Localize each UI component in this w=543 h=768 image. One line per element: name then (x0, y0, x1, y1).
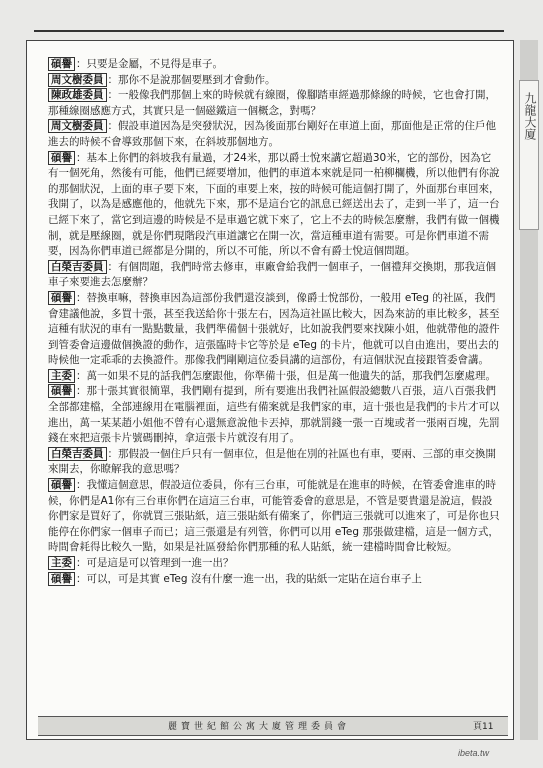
dialogue-entry: 陳政雄委員 ：一般像我們那個上來的時候就有線圈，像腳踏車經過那條線的時候，它也會打開，那種線圈感應方式，其實只是一個磁鐵這一個概念，對嗎？ (48, 89, 496, 117)
dialogue-entry: 白榮吉委員 ：有個問題，我們時常去修車，車廠會給我們一個車子，一個禮拜交換期，那我這個車子來要進去怎麼辦？ (48, 260, 496, 289)
speaker-label: 白榮吉委員 (48, 260, 107, 274)
entry-text: 那假設一個住戶只有一個車位，但是他在別的社區也有車，要兩、三部的車交換開來開去，你瞭解我的意思嗎？ (48, 447, 496, 476)
entry-text: 有個問題，我們時常去修車，車廠會給我們一個車子，一個禮拜交換期，那我這個車子來要進去怎麼辦？ (48, 260, 496, 289)
header-rule (34, 30, 504, 32)
speaker-label: 白榮吉委員 (48, 447, 107, 461)
entry-text: 基本上你們的斜坡我有量過，才24米，那以爵士悅來講它超過30米，它的部份，因為它有一個死角，然後有可能，他們已經要增加，他們的車道本來就是同一柏柳欄機，所以他們有你說的那個狀況，上面的車子要下來，下面的車要上來，按的時候可能這個打開了，外面那台車回來，我開了，以為是感應他的，他就先下來，那不是這台它的訊息已經送出去了，走到一半了，這一台已經下來了，當它到這邊的時候是不是車過它就下來了，它上不去的時候怎麼辦，我們有做一個機制，就是壓線圈，就是你們現階段汽車道讓它在開一次，當這種車道有需要。可是你們車道不需要，因為你們車道已經都是分開的，所以不可能，所以不會有爵士悅這個問題。 (48, 151, 500, 258)
footer-title: 麗寶世紀館公寓大廈管理委員會 (168, 722, 351, 732)
entry-text: 替換車嘛，替換車因為這部份我們還沒談到，像爵士悅部份，一般用 eTeg 的社區，我們會建議他說，多買十張，甚至我送給你十張左右，因為這社區比較大，因為來訪的車比較多，甚至這種有狀況的車有一點點數量，我們準備個十張就好，比如說我們要來找陳小姐，他就帶他的證件到管委會這邊做個換證的動作，這張臨時卡它等於是 eTeg 的卡片，他就可以自由進出，要出去的時候他一定乖乖的去換證件。那像我們剛剛這位委員講的這部份，有這個狀況直接跟管委會講。 (48, 291, 500, 367)
speaker-label: 碩譽 (48, 151, 75, 165)
speaker-label: 碩譽 (48, 572, 75, 586)
entry-text: 可是這是可以管理到一進一出？ (86, 557, 234, 569)
page-footer (38, 716, 508, 736)
dialogue-entry: 白榮吉委員 ：那假設一個住戶只有一個車位，但是他在別的社區也有車，要兩、三部的車交換開來開去，你瞭解我的意思嗎？ (48, 447, 496, 476)
speaker-label: 碩譽 (48, 478, 75, 492)
dialogue-entry: 周文樹委員 ：假設車道因為是突發狀況，因為後面那台剛好在車道上面，那面他是正常的住戶他進去的時候不會導致那個下來，在斜坡那個地方。 (48, 120, 496, 148)
speaker-label: 碩譽 (48, 384, 75, 398)
dialogue-entry: 主委 ：萬一如果不見的話我們怎麼跟他，你準備十張，但是萬一他遺失的話，那我們怎麼處理。 (48, 369, 500, 385)
dialogue-entry: 碩譽 ：只要是金屬，不見得是車子。 (48, 57, 500, 73)
entry-text: 假設車道因為是突發狀況，因為後面那台剛好在車道上面，那面他是正常的住戶他進去的時候不會導致那個下來，在斜坡那個地方。 (48, 120, 496, 148)
dialogue-entry: 碩譽 ：我懂這個意思，假設這位委員，你有三台車，可能就是在進車的時候，在管委會進車的時候，你們是A1你有三台車你們在這這三台車，可能管委會的意思是，不管是要貴還是說這，假設你們家是買好了，你就買三張貼紙，這三張貼紙有備案了，你們這三張就可以進來了，可是你也只能停在你們家一個車子而已；這三張還是有列管，你們可以用 eTeg 那張做建檔，這是一個方式，時間會耗得比較久一點，如果是社區發給你們那種的私人貼紙，統一建檔時間會比較短。 (48, 479, 500, 554)
dialogue-entry: 碩譽 ：可以，可是其實 eTeg 沒有什麼一進一出，我的貼紙一定貼在這台車子上 (48, 572, 500, 588)
speaker-label: 碩譽 (48, 57, 75, 71)
minutes-body (48, 57, 500, 587)
dialogue-entry: 主委 ：可是這是可以管理到一進一出？ (48, 556, 500, 572)
speaker-label: 周文樹委員 (48, 119, 107, 133)
dialogue-entry: 碩譽 ：基本上你們的斜坡我有量過，才24米，那以爵士悅來講它超過30米，它的部份，因為它有一個死角，然後有可能，他們已經要增加，他們的車道本來就是同一柏柳欄機，所以他們有你說的那個狀況，上面的車子要下來，下面的車要上來，按的時候可能這個打開了，外面那台車回來，我開了，以為是感應他的，他就先下來，那不是這台它的訊息已經送出去了，走到一半了，這一台已經下來了，當它到這邊的時候是不是車過它就下來了，它上不去的時候怎麼辦，我們有做一個機制，就是壓線圈，就是你們現階段汽車道讓它在開一次，當這種車道有需要。可是你們車道不需要，因為你們車道已經都是分開的，所以不可能，所以不會有爵士悅這個問題。 (48, 151, 500, 258)
entry-text: 那十張其實很簡單，我們剛有提到，所有要進出我們社區假設總數八百張，這八百張我們全部都建檔，全部連線用在電腦裡面，這些有備案就是我們家的車，這十張也是我們的卡片才可以進出，萬一某某趙小姐他不曾有心還無意說他卡丟掉，那就罰錢一張一百塊或者一張兩百塊，先罰錢在來把這張卡片號碼刪掉，拿這張卡片就沒有用了。 (48, 385, 500, 445)
speaker-label: 碩譽 (48, 291, 75, 305)
entry-text: 一般像我們那個上來的時候就有線圈，像腳踏車經過那條線的時候，它也會打開，那種線圈感應方式，其實只是一個磁鐵這一個概念，對嗎？ (48, 89, 496, 117)
page-number: 頁11 (473, 722, 494, 732)
entry-text: 只要是金屬，不見得是車子。 (86, 58, 223, 70)
dialogue-entry: 碩譽 ：那十張其實很簡單，我們剛有提到，所有要進出我們社區假設總數八百張，這八百張我們全部都建檔，全部連線用在電腦裡面，這些有備案就是我們家的車，這十張也是我們的卡片才可以進出，萬一某某趙小姐他不曾有心還無意說他卡丟掉，那就罰錢一張一百塊或者一張兩百塊，先罰錢在來把這張卡片號碼刪掉，拿這張卡片就沒有用了。 (48, 385, 500, 445)
entry-text: 我懂這個意思，假設這位委員，你有三台車，可能就是在進車的時候，在管委會進車的時候，你們是A1你有三台車你們在這這三台車，可能管委會的意思是，不管是要貴還是說這，假設你們家是買好了，你就買三張貼紙，這三張貼紙有備案了，你們這三張就可以進來了，可是你也只能停在你們家一個車子而已；這三張還是有列管，你們可以用 eTeg 那張做建檔，這是一個方式，時間會耗得比較久一點，如果是社區發給你們那種的私人貼紙，統一建檔時間會比較短。 (48, 479, 500, 554)
speaker-label: 周文樹委員 (48, 73, 107, 87)
entry-text: 可以，可是其實 eTeg 沒有什麼一進一出，我的貼紙一定貼在這台車子上 (86, 572, 422, 585)
dialogue-entry: 碩譽 ：替換車嘛，替換車因為這部份我們還沒談到，像爵士悅部份，一般用 eTeg 的社區，我們會建議他說，多買十張，甚至我送給你十張左右，因為這社區比較大，因為來訪的車比較多，甚至這種有狀況的車有一點點數量，我們準備個十張就好，比如說我們要來找陳小姐，他就帶他的證件到管委會這邊做個換證的動作，這張臨時卡它等於是 eTeg 的卡片，他就可以自由進出，要出去的時候他一定乖乖的去換證件。那像我們剛剛這位委員講的這部份，有這個狀況直接跟管委會講。 (48, 291, 500, 367)
dialogue-entry: 周文樹委員 ：那你不是說那個要壓到才會動作。 (48, 73, 500, 89)
speaker-label: 陳政雄委員 (48, 88, 107, 102)
side-index-text: 九龍大廈 (523, 92, 537, 140)
entry-text: 那你不是說那個要壓到才會動作。 (118, 73, 276, 86)
speaker-label: 主委 (48, 369, 75, 383)
site-watermark: ibeta.tw (458, 748, 490, 758)
entry-text: 萬一如果不見的話我們怎麼跟他，你準備十張，但是萬一他遺失的話，那我們怎麼處理。 (86, 369, 496, 382)
speaker-label: 主委 (48, 556, 75, 570)
